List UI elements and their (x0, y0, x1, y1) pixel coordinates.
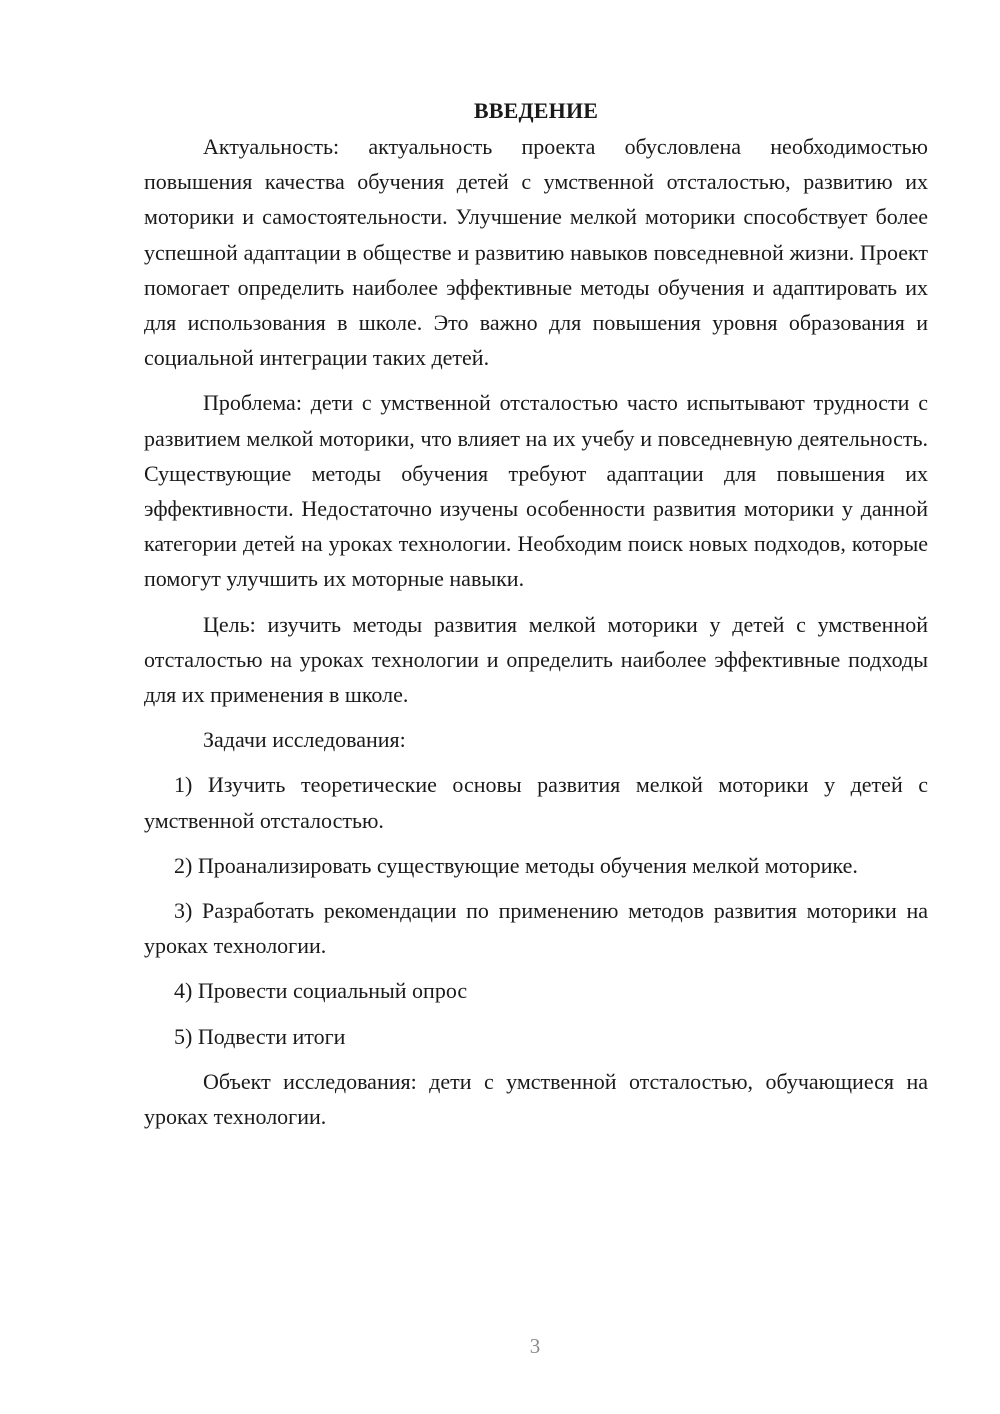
task-item-5: 5) Подвести итоги (174, 1023, 346, 1049)
page-number: 3 (529, 1334, 541, 1358)
task-item-1: 1) Изучить теоретические основы развития мелкой моторики у детей с умственной отсталостью. (144, 772, 928, 833)
page-content (144, 93, 928, 1134)
problem-paragraph: Проблема: дети с умственной отсталостью часто испытывают трудности с развитием мелкой моторики, что влияет на их учебу и повседневную деятельность. Существующие методы обучения требуют адаптации для повышения их эффективности. Недостаточно изучены особенности развития моторики у данной категории детей на уроках технологии. Необходим поиск новых подходов, которые помогут улучшить их моторные навыки. (144, 390, 928, 592)
task-item-2: 2) Проанализировать существующие методы обучения мелкой моторике. (174, 852, 858, 878)
section-title: ВВЕДЕНИЕ (473, 98, 599, 123)
task-item-4: 4) Провести социальный опрос (174, 978, 468, 1004)
tasks-heading: Задачи исследования: (203, 727, 406, 753)
goal-paragraph: Цель: изучить методы развития мелкой моторики у детей с умственной отсталостью на уроках технологии и определить наиболее эффективные подходы для их применения в школе. (144, 611, 928, 708)
task-item-3: 3) Разработать рекомендации по применению методов развития моторики на уроках технологии. (144, 898, 928, 959)
object-paragraph: Объект исследования: дети с умственной отсталостью, обучающиеся на уроках технологии. (144, 1068, 928, 1130)
relevance-paragraph: Актуальность: актуальность проекта обусловлена необходимостью повышения качества обучения детей с умственной отсталостью, развитию их моторики и самостоятельности. Улучшение мелкой моторики способствует более успешной адаптации в обществе и развитию навыков повседневной жизни. Проект помогает определить наиболее эффективные методы обучения и адаптировать их для использования в школе. Это важно для повышения уровня образования и социальной интеграции таких детей. (144, 134, 928, 371)
